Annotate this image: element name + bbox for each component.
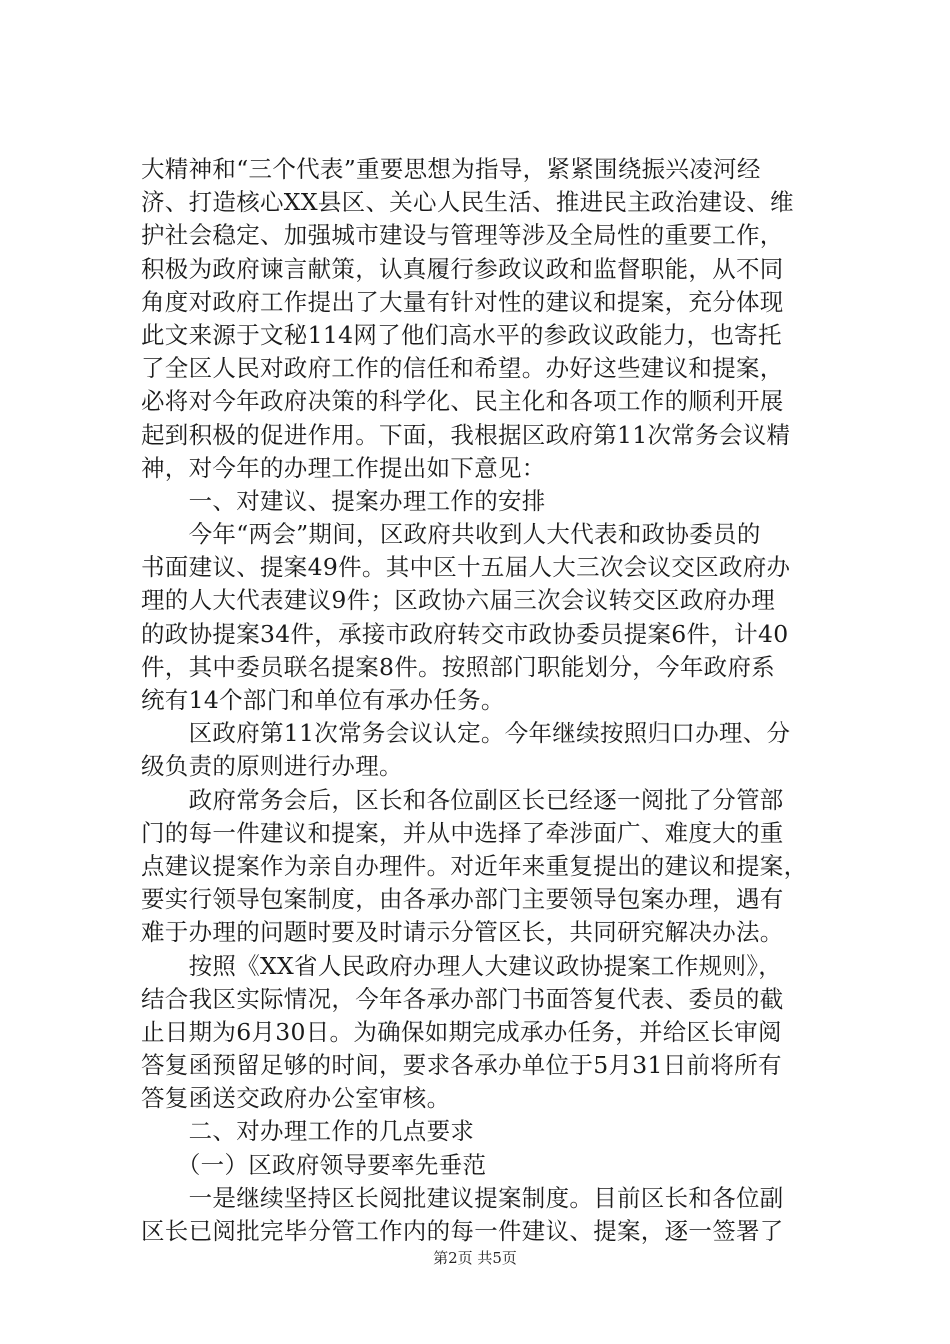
text-line: 积极为政府谏言献策，认真履行参政议政和监督职能，从不同 [141, 254, 784, 283]
text-line: 济、打造核心XX县区、关心人民生活、推进民主政治建设、维 [141, 188, 794, 217]
text-line: 点建议提案作为亲自办理件。对近年来重复提出的建议和提案， [141, 851, 808, 880]
text-line: 神，对今年的办理工作提出如下意见： [141, 453, 546, 482]
text-line: 护社会稳定、加强城市建设与管理等涉及全局性的重要工作， [141, 221, 784, 250]
text-line: 件，其中委员联名提案8件。按照部门职能划分，今年政府系 [141, 652, 776, 681]
text-line: 大精神和“三个代表”重要思想为指导，紧紧围绕振兴凌河经 [141, 155, 761, 183]
text-line: 区政府第11次常务会议认定。今年继续按照归口办理、分 [141, 719, 791, 748]
text-line: 必将对今年政府决策的科学化、民主化和各项工作的顺利开展 [141, 387, 784, 416]
page-number-footer: 第2页 共5页 [433, 1249, 517, 1267]
text-line: 按照《XX省人民政府办理人大建议政协提案工作规则》， [141, 951, 783, 980]
section-heading: 一、对建议、提案办理工作的安排 [141, 486, 546, 515]
document-body [141, 153, 841, 1248]
section-heading: 二、对办理工作的几点要求 [141, 1117, 475, 1146]
text-line: 答复函送交政府办公室审核。 [141, 1084, 451, 1113]
text-line: 角度对政府工作提出了大量有针对性的建议和提案，充分体现 [141, 287, 784, 316]
text-line: 理的人大代表建议9件；区政协六届三次会议转交区政府办理 [141, 586, 776, 615]
text-line: 难于办理的问题时要及时请示分管区长，共同研究解决办法。 [141, 918, 784, 947]
text-line: 此文来源于文秘114网了他们高水平的参政议政能力，也寄托 [141, 320, 782, 349]
text-line: 统有14个部门和单位有承办任务。 [141, 686, 505, 714]
text-line: 今年“两会”期间，区政府共收到人大代表和政协委员的 [141, 520, 761, 549]
text-line: 了全区人民对政府工作的信任和希望。办好这些建议和提案， [141, 354, 784, 383]
text-line: 要实行领导包案制度，由各承办部门主要领导包案办理，遇有 [141, 885, 784, 914]
text-line: 书面建议、提案49件。其中区十五届人大三次会议交区政府办 [141, 553, 791, 582]
text-line: 级负责的原则进行办理。 [141, 752, 403, 781]
text-line: 区长已阅批完毕分管工作内的每一件建议、提案，逐一签署了 [141, 1217, 784, 1245]
text-line: 的政协提案34件，承接市政府转交市政协委员提案6件，计40 [141, 619, 789, 648]
text-line: 结合我区实际情况，今年各承办部门书面答复代表、委员的截 [141, 984, 784, 1013]
text-line: 起到积极的促进作用。下面，我根据区政府第11次常务会议精 [141, 420, 791, 449]
text-line: 止日期为6月30日。为确保如期完成承办任务，并给区长审阅 [141, 1017, 782, 1046]
text-line: 答复函预留足够的时间，要求各承办单位于5月31日前将所有 [141, 1051, 782, 1080]
subsection-heading: （一）区政府领导要率先垂范 [141, 1150, 487, 1179]
text-line: 门的每一件建议和提案，并从中选择了牵涉面广、难度大的重 [141, 818, 784, 847]
text-line: 一是继续坚持区长阅批建议提案制度。目前区长和各位副 [141, 1183, 784, 1212]
text-line: 政府常务会后，区长和各位副区长已经逐一阅批了分管部 [141, 785, 784, 814]
